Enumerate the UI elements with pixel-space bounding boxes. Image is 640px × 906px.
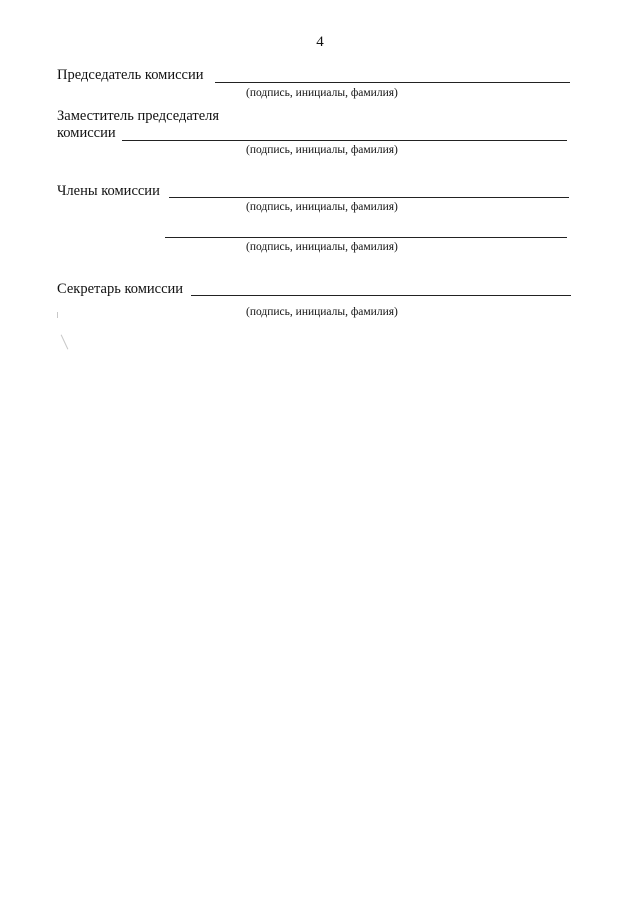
member-2-caption: (подпись, инициалы, фамилия): [246, 241, 398, 253]
member-1-signature-line: [169, 197, 569, 198]
deputy-label-line1: Заместитель председателя: [57, 108, 220, 124]
page-number: 4: [316, 34, 324, 50]
deputy-signature-line: [122, 140, 567, 141]
chairman-signature-line: [215, 82, 570, 83]
chairman-caption: (подпись, инициалы, фамилия): [246, 87, 398, 99]
secretary-label: Секретарь комиссии: [57, 281, 184, 297]
deputy-label-line2: комиссии: [57, 125, 116, 141]
member-1-caption: (подпись, инициалы, фамилия): [246, 201, 398, 213]
members-label: Члены комиссии: [57, 183, 160, 199]
deputy-caption: (подпись, инициалы, фамилия): [246, 144, 398, 156]
chairman-label: Председатель комиссии: [57, 67, 204, 83]
secretary-signature-line: [191, 295, 571, 296]
scan-artifact: [61, 335, 69, 350]
scan-artifact: [57, 312, 58, 318]
secretary-caption: (подпись, инициалы, фамилия): [246, 306, 398, 318]
member-2-signature-line: [165, 237, 567, 238]
